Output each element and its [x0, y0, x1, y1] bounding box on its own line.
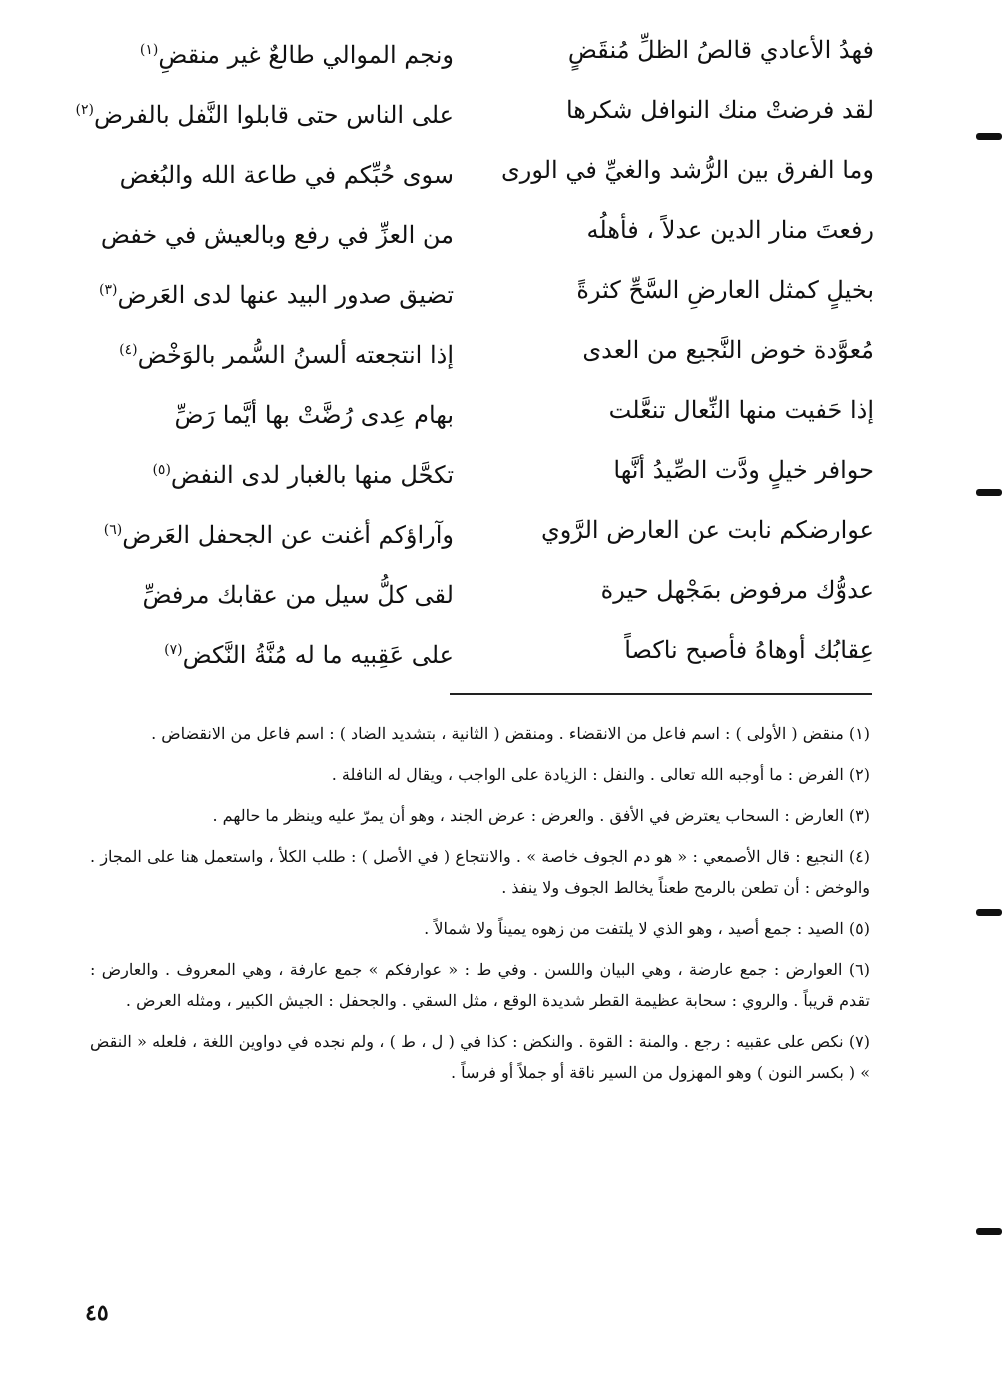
verse-text: على عَقِبيه ما له مُنَّةُ النَّكض — [182, 641, 454, 669]
verse-first-hemistich: عدوُّك مرفوض بمَجْهل حيرة — [600, 576, 874, 604]
verse-text: لقى كلُّ سيل من عقابك مرفضِّ — [142, 581, 454, 609]
footnote: (٥) الصيد : جمع أصيد ، وهو الذي لا يلتفت من زهوه يميناً ولا شمالاً . — [424, 919, 870, 938]
verse-first-hemistich: مُعوَّدة خوض النَّجيع من العدى — [582, 336, 874, 364]
scan-edge-mark — [976, 489, 1002, 496]
verse-text: تكحَّل منها بالغبار لدى النفض — [170, 461, 454, 489]
verse-first-hemistich: رفعتَ منار الدين عدلاً ، فأهلُه — [586, 216, 874, 244]
verse-text: سوى حُبِّكم في طاعة الله والبُغض — [119, 161, 454, 189]
footnote: (٤) النجيع : قال الأصمعي : « هو دم الجوف خاصة » . والانتجاع ( في الأصل ) : طلب الكلأ ، واستعمل هنا على المجاز . والوخض : أن تطعن بالرمح طعناً يخالط الجوف ولا ينفذ . — [90, 847, 871, 897]
footnote: (٧) نكص على عقبيه : رجع . والمنة : القوة . والنكض : كذا في ( ل ، ط ) ، ولم نجده في دواوين اللغة ، فلعله « النقض » ( بكسر النون ) وهو المهزول من السير ناقة أو جملاً أو فرساً . — [90, 1032, 870, 1082]
verse-second-hemistich — [138, 32, 454, 73]
footnote-ref: (٢) — [75, 102, 94, 118]
footnote: (٦) العوارض : جمع عارضة ، وهي البيان واللسن . وفي ط : « عوارفكم » جمع عارفة ، وهي المعروف . والعارض : تقدم قريباً . والروي : سحابة عظيمة القطر شديدة الوقع ، مثل السقي . والجحفل : الجيش الكبير ، ومثله العرض . — [90, 960, 870, 1010]
verse-first-hemistich: إذا حَفيت منها النِّعال تنعَّلت — [608, 396, 874, 424]
footnote-ref: (٥) — [152, 462, 171, 478]
verse-second-hemistich — [102, 512, 454, 553]
verse-second-hemistich — [97, 272, 454, 313]
verse-text: إذا انتجعته ألسنُ السُّمر بالوَخْض — [137, 341, 454, 369]
verse-first-hemistich: عوارضكم نابت عن العارض الرَّوي — [541, 516, 874, 544]
verse-first-hemistich: فهدُ الأعادي قالصُ الظلِّ مُنقَضٍ — [567, 36, 874, 64]
verse-line — [84, 262, 874, 322]
scan-edge-mark — [976, 1228, 1002, 1235]
verse-second-hemistich — [162, 632, 454, 673]
footnote-divider — [450, 693, 872, 695]
verse-second-hemistich — [117, 332, 454, 373]
verse-first-hemistich: لقد فرضتْ منك النوافل شكرها — [565, 96, 874, 124]
footnote-ref: (٧) — [164, 642, 183, 658]
footnotes — [90, 718, 870, 1098]
footnote-ref: (٤) — [119, 342, 138, 358]
verse-line — [84, 622, 874, 682]
footnote-ref: (٣) — [98, 282, 118, 298]
verse-line — [84, 202, 874, 262]
verse-line — [84, 142, 874, 202]
verse-text: ونجم الموالي طالعٌ غير منقضِ — [158, 41, 454, 69]
verse-line — [75, 82, 874, 142]
verse-second-hemistich — [150, 452, 454, 493]
verse-first-hemistich: عِقابُك أوهاهُ فأصبح ناكصاً — [624, 636, 874, 664]
verse-second-hemistich — [140, 572, 454, 613]
poem — [75, 22, 874, 682]
verse-line — [84, 562, 874, 622]
verse-line — [84, 382, 874, 442]
verse-text: بهام عِدى رُضَّتْ بها أيَّما رَضِّ — [174, 401, 454, 429]
verse-first-hemistich: بخيلٍ كمثل العارضِ السَّحِّ كثرةً — [576, 276, 874, 304]
scan-edge-mark — [976, 909, 1002, 916]
footnote: (٣) العارض : السحاب يعترض في الأفق . والعرض : عرض الجند ، وهو أن يمرّ عليه وينظر ما حالهم . — [212, 806, 870, 825]
verse-text: من العزِّ في رفع وبالعيش في خفض — [100, 221, 454, 249]
footnote: (٢) الفرض : ما أوجبه الله تعالى . والنفل : الزيادة على الواجب ، ويقال له النافلة . — [331, 765, 870, 784]
verse-second-hemistich — [118, 152, 454, 193]
scan-edge-mark — [976, 133, 1002, 140]
verse-second-hemistich — [73, 92, 454, 133]
verse-text: وآراؤكم أغنت عن الجحفل العَرض — [122, 521, 454, 549]
verse-line — [84, 22, 874, 82]
page-number: ٤٥ — [85, 1300, 109, 1326]
footnote: (١) منقض ( الأولى ) : اسم فاعل من الانقضاء . ومنقض ( الثانية ، بتشديد الضاد ) : اسم فاعل من الانقضاض . — [151, 724, 870, 743]
verse-second-hemistich — [99, 212, 454, 253]
verse-line — [84, 442, 874, 502]
verse-text: تضيق صدور البيد عنها لدى العَرض — [117, 281, 454, 309]
verse-first-hemistich: وما الفرق بين الرُّشد والغيِّ في الورى — [500, 156, 874, 184]
verse-line — [84, 322, 874, 382]
verse-line — [84, 502, 874, 562]
verse-first-hemistich: حوافر خيلٍ ودَّت الصِّيدُ أنَّها — [613, 456, 874, 484]
footnote-ref: (١) — [139, 42, 159, 58]
verse-text: على الناس حتى قابلوا النَّفل بالفرض — [93, 101, 454, 129]
footnote-ref: (٦) — [103, 522, 123, 538]
verse-second-hemistich — [173, 392, 455, 433]
